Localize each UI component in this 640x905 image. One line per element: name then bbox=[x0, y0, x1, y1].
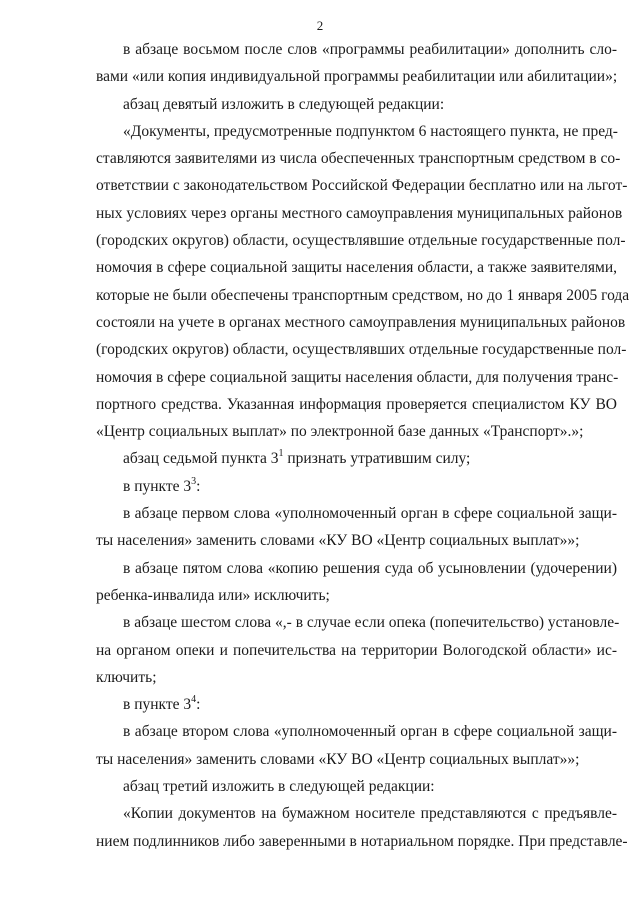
text-line: вами «или копия индивидуальной программы реабилитации или абилитации»; bbox=[96, 68, 618, 86]
text-segment: в пункте 3 bbox=[123, 477, 192, 495]
text-line: абзац третий изложить в следующей редакции: bbox=[123, 778, 435, 796]
superscript: 4 bbox=[191, 694, 197, 706]
text-line: ных условиях через органы местного самоуправления муниципальных районов bbox=[96, 204, 623, 222]
text-segment: : bbox=[196, 477, 201, 495]
text-segment: : bbox=[196, 696, 201, 714]
text-line: ты населения» заменить словами «КУ ВО «Центр социальных выплат»»; bbox=[96, 750, 580, 768]
text-line: которые не были обеспечены транспортным средством, но до 1 января 2005 года bbox=[96, 286, 630, 304]
text-line: в абзаце шестом слова «,- в случае если опека (попечительство) установле- bbox=[123, 614, 620, 632]
text-line: на органом опеки и попечительства на территории Вологодской области» ис- bbox=[96, 641, 617, 659]
text-segment: признать утратившим силу; bbox=[283, 450, 471, 468]
text-line: в абзаце восьмом после слов «программы реабилитации» дополнить сло- bbox=[123, 41, 617, 58]
text-line: «Документы, предусмотренные подпунктом 6 настоящего пункта, не пред- bbox=[123, 122, 618, 140]
text-line: номочия в сфере социальной защиты населения области, а также заявителями, bbox=[96, 259, 617, 277]
text-line: ключить; bbox=[96, 668, 157, 686]
text-line: ставляются заявителями из числа обеспеченных транспортным средством в со- bbox=[96, 150, 621, 168]
text-line bbox=[96, 691, 617, 718]
text-line: ребенка-инвалида или» исключить; bbox=[96, 586, 330, 604]
text-line: «Центр социальных выплат» по электронной базе данных «Транспорт».»; bbox=[96, 423, 584, 441]
text-line: в абзаце втором слова «уполномоченный орган в сфере социальной защи- bbox=[123, 723, 617, 741]
text-line: портного средства. Указанная информация проверяется специалистом КУ ВО bbox=[96, 395, 617, 413]
text-line: в абзаце первом слова «уполномоченный орган в сфере социальной защи- bbox=[123, 505, 617, 523]
text-line: «Копии документов на бумажном носителе представляются с предъявле- bbox=[123, 805, 617, 823]
text-line bbox=[96, 445, 617, 472]
superscript: 1 bbox=[278, 448, 284, 460]
text-line: ответствии с законодательством Российской Федерации бесплатно или на льгот- bbox=[96, 177, 628, 195]
document-body bbox=[96, 36, 630, 855]
text-line: в абзаце пятом слова «копию решения суда об усыновлении (удочерении) bbox=[123, 559, 617, 577]
text-line: (городских округов) области, осуществлявшие отдельные государственные пол- bbox=[96, 232, 626, 250]
text-line: абзац девятый изложить в следующей редакции: bbox=[123, 95, 445, 113]
text-line: (городских округов) области, осуществлявших отдельные государственные пол- bbox=[96, 341, 627, 359]
text-line: номочия в сфере социальной защиты населения области, для получения транс- bbox=[96, 368, 619, 386]
text-line: ты населения» заменить словами «КУ ВО «Центр социальных выплат»»; bbox=[96, 532, 580, 550]
text-segment: абзац седьмой пункта 3 bbox=[123, 450, 279, 468]
page-number: 2 bbox=[316, 18, 324, 33]
text-line: нием подлинников либо заверенными в нотариальном порядке. При представле- bbox=[96, 832, 628, 850]
text-line: состояли на учете в органах местного самоуправления муниципальных районов bbox=[96, 313, 626, 331]
text-segment: в пункте 3 bbox=[123, 696, 192, 714]
superscript: 3 bbox=[191, 475, 197, 487]
text-line bbox=[96, 473, 617, 500]
